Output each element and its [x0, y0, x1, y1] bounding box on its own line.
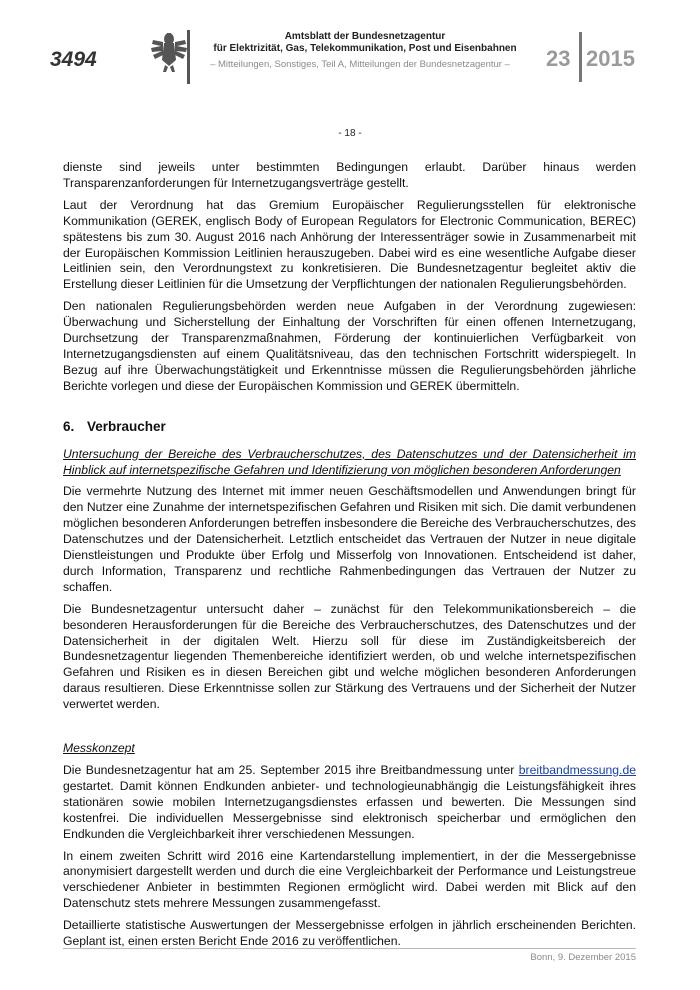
- gazette-title-line1: Amtsblatt der Bundesnetzagentur: [284, 31, 446, 42]
- paragraph: Die Bundesnetzagentur untersucht daher – zunächst für den Telekommunikationsbereich – die besonderen Herausforderungen für die Bereiche des Verbraucherschutzes, des Datenschutzes und der Datensicherheit in der digitalen Welt. Hierzu soll für diese im Zuständigkeitsbereich der Bundesnetzagentur liegenden Themenbereiche identifiziert werden, ob und welche internetspezifischen Gefahren und Risiken es in diesen Bereichen gibt und welche möglichen besonderen Anforderungen daraus resultieren. Diese Erkenntnisse sollen zur Stärkung des Vertrauens und der Sicherheit der Nutzer verwertet werden.: [63, 601, 636, 712]
- footer-place-date: Bonn, 9. Dezember 2015: [530, 952, 636, 963]
- paragraph: Den nationalen Regulierungsbehörden werden neue Aufgaben in der Verordnung zugewiesen: Überwachung und Sicherstellung der Einhaltung der Vorschriften für einen offenen Internetzugang, Durchsetzung der Transparenzmaßnahmen, Förderung der kontinuierlichen Verfügbarkeit von Internetzugangsdiensten auf einem Qualitätsniveau, das den technischen Fortschritt widerspiegelt. In Bezug auf ihre Überwachungstätigkeit und Erkenntnisse müssen die Regulierungsbehörden jährliche Berichte vorlegen und diese der Europäischen Kommission und GEREK übermitteln.: [63, 299, 636, 393]
- paragraph: Detaillierte statistische Auswertungen der Messergebnisse erfolgen in jährlich erscheinenden Berichten. Geplant ist, einen ersten Bericht Ende 2016 zu veröffentlichen.: [63, 918, 636, 949]
- section-title: Verbraucher: [87, 418, 166, 434]
- section-heading: [63, 419, 636, 435]
- gazette-title-line2: für Elektrizität, Gas, Telekommunikation, Post und Eisenbahnen: [213, 43, 517, 54]
- page-number: - 18 -: [338, 128, 362, 139]
- footer-divider: [63, 948, 636, 949]
- issue-year: 2015: [586, 46, 635, 71]
- section-number: 6.: [63, 418, 75, 434]
- issue-page-number: 3494: [50, 48, 97, 71]
- paragraph: dienste sind jeweils unter bestimmten Bedingungen erlaubt. Darüber hinaus werden Transparenzanforderungen für Internetzugangsverträge gestellt.: [63, 160, 636, 190]
- paragraph: Die vermehrte Nutzung des Internet mit immer neuen Geschäftsmodellen und Anwendungen bringt für den Nutzer eine Zunahme der internetspezifischen Gefahren und Risiken mit sich. Die damit verbundenen möglichen besonderen Anforderungen betreffen insbesondere die Bereiche des Verbraucherschutzes, des Datenschutzes und der Datensicherheit. Letztlich entscheidet das Vertrauen der Nutzer in neue digitale Dienstleistungen und Produkte über Erfolg und Misserfolg von Innovationen. Entscheidend ist daher, durch Information, Transparenz und rechtliche Rahmenbedingungen das Vertrauen der Nutzer zu schaffen.: [63, 484, 636, 594]
- gazette-subtitle: – Mitteilungen, Sonstiges, Teil A, Mitteilungen der Bundesnetzagentur –: [210, 59, 510, 70]
- breitbandmessung-link[interactable]: breitbandmessung.de: [518, 763, 636, 777]
- paragraph: Die Bundesnetzagentur hat am 25. September 2015 ihre Breitbandmessung unter breitbandmessung.de gestartet. Damit können Endkunden anbieter- und technologieunabhängig die Leistungsfähigkeit ihres stationären sowie mobilen Internetzugangsdienstes erfassen und bewerten. Die Messungen sind kostenfrei. Die individuellen Messergebnisse sind elektronisch speicherbar und ermöglichen den Endkunden die Vergleichbarkeit ihrer verschiedenen Messungen.: [63, 763, 636, 841]
- document-body: [63, 160, 636, 956]
- eagle-emblem-icon: [150, 30, 188, 74]
- header-divider: [187, 30, 190, 84]
- paragraph: Laut der Verordnung hat das Gremium Europäischer Regulierungsstellen für elektronische Kommunikation (GEREK, englisch Body of European Regulators for Electronic Communication, BEREC) spätestens bis zum 30. August 2016 nach Anhörung der Interessenträger sowie in Zusammenarbeit mit der Europäischen Kommission Leitlinien herauszugeben. Dabei wird es eine wesentliche Aufgabe dieser Leitlinien sein, den Verordnungstext zu konkretisieren. Die Bundesnetzagentur begleitet aktiv die Erstellung dieser Leitlinien für die Umsetzung der Verpflichtungen der nationalen Regulierungsbehörden.: [63, 197, 636, 292]
- subheading-messkonzept: Messkonzept: [63, 741, 135, 756]
- issue-number: 23: [546, 46, 571, 71]
- issue-divider: [579, 32, 582, 82]
- subheading: Untersuchung der Bereiche des Verbraucherschutzes, des Datenschutzes und der Datensicherheit im Hinblick auf internetspezifische Gefahren und Identifizierung von möglichen besonderen Anforderungen: [63, 446, 636, 477]
- paragraph: In einem zweiten Schritt wird 2016 eine Kartendarstellung implementiert, in der die Messergebnisse anonymisiert dargestellt werden und durch die eine Vergleichbarkeit der Performance und Leistungstreue verschiedener Anbieter in bestimmten Regionen ermöglicht wird. Dabei werden mit Blick auf den Datenschutz stets mehrere Messungen zusammengefasst.: [63, 848, 636, 911]
